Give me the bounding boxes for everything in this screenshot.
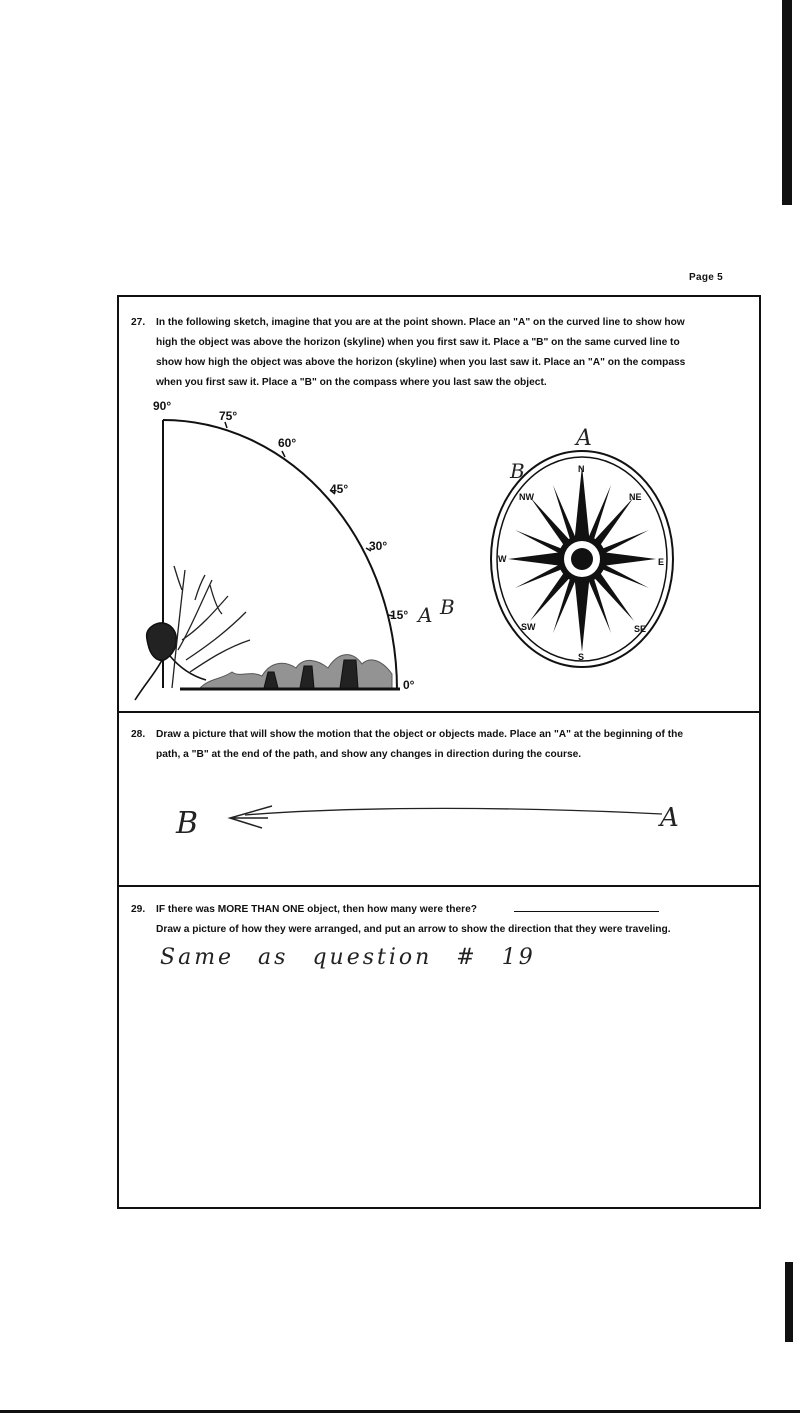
compass-label-n: N (578, 464, 585, 474)
question-text-line: Draw a picture of how they were arranged, and put an arrow to show the direction that they were traveling. (156, 924, 671, 935)
question-text-line: path, a "B" at the end of the path, and show any changes in direction during the course. (156, 749, 582, 760)
compass-label-sw: SW (521, 622, 536, 632)
question-text-line: show how high the object was above the horizon (skyline) when you last saw it. Place an "A" on the compass (156, 357, 686, 368)
motion-path (245, 808, 662, 815)
scan-edge-mark (782, 0, 792, 205)
scan-edge-mark (0, 1410, 800, 1413)
question-text-line: high the object was above the horizon (skyline) when you first saw it. Place a "B" on the same curved line to (156, 337, 680, 348)
arrowhead-icon (230, 806, 272, 828)
degree-label: 45° (330, 482, 349, 496)
degree-label: 60° (278, 436, 297, 450)
compass-mark-a[interactable]: A (576, 426, 592, 451)
question-text-line: Draw a picture that will show the motion that the object or objects made. Place an "A" at the beginning of the (156, 729, 684, 740)
compass-label-se: SE (634, 624, 647, 634)
question-29-handwritten-answer: Same as question # 19 (160, 945, 536, 970)
motion-end-label: B (176, 806, 199, 841)
page-number: Page 5 (689, 272, 724, 283)
compass-label-ne: NE (629, 492, 642, 502)
compass-mark-b[interactable]: B (510, 459, 525, 483)
degree-label: 30° (369, 539, 388, 553)
degree-label: 75° (219, 409, 238, 423)
scan-edge-mark (785, 1262, 793, 1342)
degree-label: 15° (390, 608, 409, 622)
question-text-line: when you first saw it. Place a "B" on the compass where you last saw the object. (156, 377, 547, 388)
question-number: 29. (131, 904, 146, 915)
degree-label: 90° (153, 399, 172, 413)
question-text-line: In the following sketch, imagine that you are at the point shown. Place an "A" on the curved line to show how (156, 317, 685, 328)
question-29 (131, 900, 671, 940)
question-number: 27. (131, 317, 146, 328)
degree-label: 0° (403, 678, 415, 692)
compass-label-nw: NW (519, 492, 534, 502)
compass-label-s: S (578, 652, 585, 662)
question-text-line: IF there was MORE THAN ONE object, then how many were there? (156, 904, 477, 915)
object-count-field[interactable] (514, 911, 659, 912)
arc-mark-a[interactable]: A (418, 603, 433, 627)
arc-mark-b[interactable]: B (440, 595, 455, 619)
compass-label-w: W (498, 554, 507, 564)
question-number: 28. (131, 729, 146, 740)
compass-label-e: E (658, 557, 665, 567)
motion-start-label: A (660, 803, 679, 833)
